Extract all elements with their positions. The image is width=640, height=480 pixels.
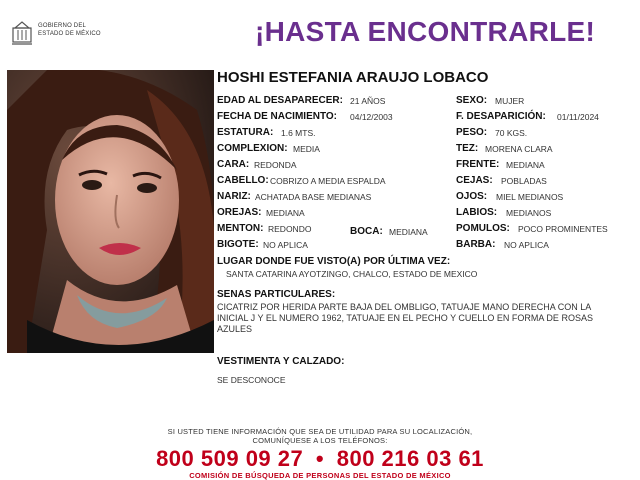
cheekbones-label: POMULOS:	[456, 223, 510, 234]
lips-label: LABIOS:	[456, 207, 498, 218]
face-label: CARA:	[217, 159, 250, 170]
logo-text	[38, 22, 101, 38]
hair-label: CABELLO:	[217, 175, 269, 186]
build-label: COMPLEXION:	[217, 143, 288, 154]
chin-label: MENTON:	[217, 223, 264, 234]
marks-label: SENAS PARTICULARES:	[217, 289, 336, 300]
beard-value: NO APLICA	[504, 240, 549, 250]
birthdate-label: FECHA DE NACIMIENTO:	[217, 111, 337, 122]
disappearance-date-value: 01/11/2024	[557, 112, 599, 122]
hair-value: COBRIZO A MEDIA ESPALDA	[270, 176, 386, 186]
nose-value: ACHATADA BASE MEDIANAS	[255, 192, 372, 202]
build-value: MEDIA	[293, 144, 320, 154]
weight-label: PESO:	[456, 127, 488, 138]
phone-number-1[interactable]: 800 509 09 27	[156, 446, 304, 471]
chin-value: REDONDO	[268, 224, 312, 234]
beard-label: BARBA:	[456, 239, 496, 250]
commission-name: COMISIÓN DE BÚSQUEDA DE PERSONAS DEL ESTADO DE MÉXICO	[189, 471, 451, 480]
phone-numbers	[0, 446, 640, 472]
lips-value: MEDIANOS	[506, 208, 552, 218]
weight-value: 70 KGS.	[495, 128, 528, 138]
ears-label: OREJAS:	[217, 207, 262, 218]
sex-label: SEXO:	[456, 95, 488, 106]
banner-title: ¡HASTA ENCONTRARLE!	[255, 16, 596, 47]
complexion-label: TEZ:	[456, 143, 479, 154]
last-seen-value: SANTA CATARINA AYOTZINGO, CHALCO, ESTADO DE MEXICO	[226, 269, 478, 279]
clothing-value: SE DESCONOCE	[217, 375, 286, 385]
ears-value: MEDIANA	[266, 208, 305, 218]
mouth-label: BOCA:	[350, 226, 383, 237]
birthdate-value: 04/12/2003	[350, 112, 393, 122]
phone-separator: •	[315, 446, 325, 471]
government-logo	[10, 20, 120, 46]
person-name: HOSHI ESTEFANIA ARAUJO LOBACO	[217, 69, 489, 86]
cheekbones-value: POCO PROMINENTES	[518, 224, 608, 234]
logo-text-line2: ESTADO DE MÉXICO	[38, 31, 101, 37]
contact-note	[0, 427, 640, 445]
logo-text-line1: GOBIERNO DEL	[38, 23, 87, 29]
missing-person-photo	[7, 70, 214, 353]
marks-value: CICATRIZ POR HERIDA PARTE BAJA DEL OMBLIGO, TATUAJE MANO DERECHA CON LA INICIAL J Y EL NUMERO 1962, TATUAJE EN EL PECHO Y CUELLO EN FORMA DE ROSAS AZULES	[217, 302, 593, 334]
disappearance-date-label: F. DESAPARICIÓN:	[456, 111, 546, 122]
age-label: EDAD AL DESAPARECER:	[217, 95, 343, 106]
eyebrows-value: POBLADAS	[501, 176, 547, 186]
mustache-value: NO APLICA	[263, 240, 308, 250]
last-seen-label: LUGAR DONDE FUE VISTO(A) POR ÚLTIMA VEZ:	[217, 256, 451, 267]
age-value: 21 AÑOS	[350, 96, 386, 106]
height-value: 1.6 MTS.	[281, 128, 316, 138]
eyebrows-label: CEJAS:	[456, 175, 493, 186]
mouth-value: MEDIANA	[389, 227, 428, 237]
eyes-value: MIEL MEDIANOS	[496, 192, 564, 202]
nose-label: NARIZ:	[217, 191, 251, 202]
phone-number-2[interactable]: 800 216 03 61	[336, 446, 484, 471]
state-emblem-icon	[10, 20, 34, 46]
forehead-label: FRENTE:	[456, 159, 500, 170]
contact-note-line1: SI USTED TIENE INFORMACIÓN QUE SEA DE UTILIDAD PARA SU LOCALIZACIÓN,	[167, 427, 473, 436]
sex-value: MUJER	[495, 96, 525, 106]
height-label: ESTATURA:	[217, 127, 274, 138]
complexion-value: MORENA CLARA	[485, 144, 553, 154]
face-value: REDONDA	[254, 160, 297, 170]
clothing-label: VESTIMENTA Y CALZADO:	[217, 356, 345, 367]
forehead-value: MEDIANA	[506, 160, 545, 170]
contact-note-line2: COMUNÍQUESE A LOS TELÉFONOS:	[252, 436, 388, 445]
mustache-label: BIGOTE:	[217, 239, 259, 250]
portrait-image	[7, 70, 214, 353]
eyes-label: OJOS:	[456, 191, 488, 202]
